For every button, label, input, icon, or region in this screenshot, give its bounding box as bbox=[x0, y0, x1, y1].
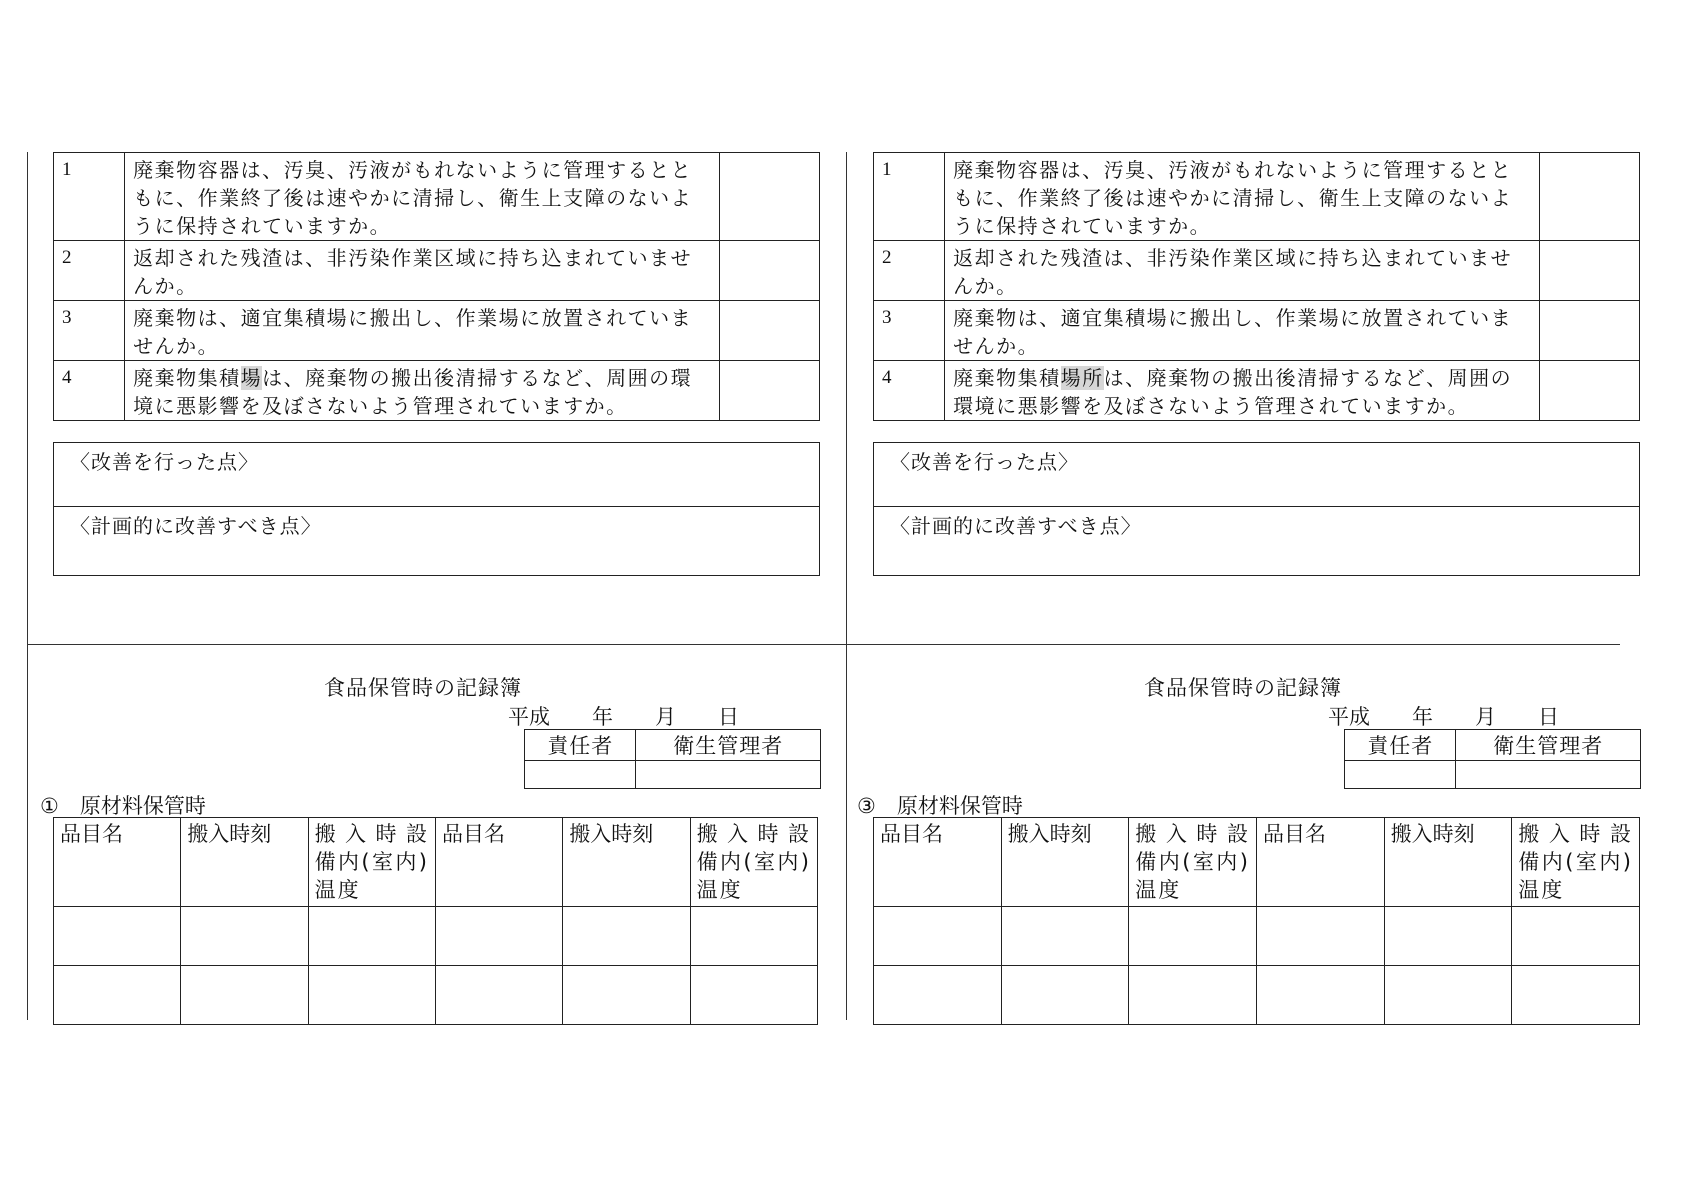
responsible-header: 責任者 bbox=[1345, 730, 1456, 761]
data-cell[interactable] bbox=[690, 907, 817, 966]
column-header: 搬入時設備内(室内)温度 bbox=[308, 818, 435, 907]
improvement-table bbox=[873, 442, 1640, 576]
data-cell[interactable] bbox=[435, 966, 562, 1025]
item-question: 廃棄物は、適宜集積場に搬出し、作業場に放置されていませんか。 bbox=[125, 301, 720, 361]
responsible-header: 責任者 bbox=[525, 730, 636, 761]
highlighted-text: 場所 bbox=[1060, 366, 1104, 390]
table-row bbox=[54, 361, 820, 421]
answer-cell[interactable] bbox=[1539, 241, 1639, 301]
table-row bbox=[874, 966, 1640, 1025]
hygiene-manager-header: 衛生管理者 bbox=[636, 730, 821, 761]
table-row bbox=[54, 966, 818, 1025]
left-panel bbox=[0, 0, 846, 1187]
data-cell[interactable] bbox=[1256, 966, 1384, 1025]
item-question: 返却された残渣は、非汚染作業区域に持ち込まれていませんか。 bbox=[125, 241, 720, 301]
answer-cell[interactable] bbox=[1539, 301, 1639, 361]
checklist-table bbox=[53, 152, 820, 421]
column-header: 品目名 bbox=[1256, 818, 1384, 907]
storage-record-table bbox=[53, 817, 818, 1025]
hygiene-manager-stamp-cell[interactable] bbox=[1456, 761, 1641, 789]
hygiene-manager-header: 衛生管理者 bbox=[1456, 730, 1641, 761]
data-cell[interactable] bbox=[1001, 907, 1129, 966]
record-title: 食品保管時の記録簿 bbox=[1144, 676, 1342, 700]
item-question: 廃棄物容器は、汚臭、汚液がもれないように管理するとともに、作業終了後は速やかに清掃し、衛生上支障のないように保持されていますか。 bbox=[945, 153, 1540, 241]
column-header: 品目名 bbox=[874, 818, 1002, 907]
table-row bbox=[874, 153, 1640, 241]
column-header: 品目名 bbox=[54, 818, 181, 907]
data-cell[interactable] bbox=[1256, 907, 1384, 966]
data-cell[interactable] bbox=[181, 966, 308, 1025]
date-line: 平成 年 月 日 bbox=[508, 705, 739, 729]
data-cell[interactable] bbox=[1384, 907, 1512, 966]
data-cell[interactable] bbox=[1512, 907, 1640, 966]
question-text: 廃棄物集積 bbox=[953, 366, 1061, 390]
question-text: は、廃棄物の搬出後清掃するなど、周囲の環境に悪影響を及ぼさないよう管理されていますか。 bbox=[953, 366, 1513, 418]
table-row bbox=[874, 241, 1640, 301]
item-number: 2 bbox=[874, 241, 945, 301]
data-cell[interactable] bbox=[54, 966, 181, 1025]
data-cell[interactable] bbox=[1129, 966, 1257, 1025]
record-title: 食品保管時の記録簿 bbox=[324, 676, 522, 700]
data-cell[interactable] bbox=[308, 966, 435, 1025]
question-text: 廃棄物集積 bbox=[133, 366, 241, 390]
data-cell[interactable] bbox=[54, 907, 181, 966]
right-panel bbox=[820, 0, 1666, 1187]
data-cell[interactable] bbox=[874, 966, 1002, 1025]
data-cell[interactable] bbox=[308, 907, 435, 966]
item-number: 2 bbox=[54, 241, 125, 301]
checklist-table bbox=[873, 152, 1640, 421]
item-number: 3 bbox=[54, 301, 125, 361]
answer-cell[interactable] bbox=[719, 361, 819, 421]
column-header: 搬入時設備内(室内)温度 bbox=[690, 818, 817, 907]
column-header: 搬入時刻 bbox=[563, 818, 690, 907]
item-question: 廃棄物は、適宜集積場に搬出し、作業場に放置されていませんか。 bbox=[945, 301, 1540, 361]
highlighted-text: 場 bbox=[240, 366, 263, 390]
data-cell[interactable] bbox=[1384, 966, 1512, 1025]
table-row bbox=[54, 907, 818, 966]
section-label: ③ 原材料保管時 bbox=[857, 794, 1023, 818]
data-cell[interactable] bbox=[563, 907, 690, 966]
answer-cell[interactable] bbox=[1539, 361, 1639, 421]
item-number: 4 bbox=[54, 361, 125, 421]
column-header: 搬入時刻 bbox=[181, 818, 308, 907]
item-question: 返却された残渣は、非汚染作業区域に持ち込まれていませんか。 bbox=[945, 241, 1540, 301]
column-header: 品目名 bbox=[435, 818, 562, 907]
planned-points-field[interactable]: 〈計画的に改善すべき点〉 bbox=[874, 507, 1640, 576]
improvement-table bbox=[53, 442, 820, 576]
improved-points-field[interactable]: 〈改善を行った点〉 bbox=[874, 443, 1640, 507]
section-label: ① 原材料保管時 bbox=[40, 794, 206, 818]
item-number: 1 bbox=[54, 153, 125, 241]
table-row bbox=[54, 301, 820, 361]
answer-cell[interactable] bbox=[719, 153, 819, 241]
storage-record-table bbox=[873, 817, 1640, 1025]
data-cell[interactable] bbox=[1512, 966, 1640, 1025]
data-cell[interactable] bbox=[874, 907, 1002, 966]
table-row bbox=[54, 153, 820, 241]
improved-points-field[interactable]: 〈改善を行った点〉 bbox=[54, 443, 820, 507]
table-row bbox=[874, 361, 1640, 421]
column-header: 搬入時刻 bbox=[1384, 818, 1512, 907]
data-cell[interactable] bbox=[563, 966, 690, 1025]
item-number: 4 bbox=[874, 361, 945, 421]
column-header: 搬入時刻 bbox=[1001, 818, 1129, 907]
data-cell[interactable] bbox=[690, 966, 817, 1025]
answer-cell[interactable] bbox=[1539, 153, 1639, 241]
item-question: 廃棄物容器は、汚臭、汚液がもれないように管理するとともに、作業終了後は速やかに清掃し、衛生上支障のないように保持されていますか。 bbox=[125, 153, 720, 241]
responsible-stamp-cell[interactable] bbox=[525, 761, 636, 789]
item-number: 1 bbox=[874, 153, 945, 241]
data-cell[interactable] bbox=[1129, 907, 1257, 966]
answer-cell[interactable] bbox=[719, 241, 819, 301]
column-header: 搬入時設備内(室内)温度 bbox=[1512, 818, 1640, 907]
answer-cell[interactable] bbox=[719, 301, 819, 361]
data-cell[interactable] bbox=[435, 907, 562, 966]
hygiene-manager-stamp-cell[interactable] bbox=[636, 761, 821, 789]
column-header: 搬入時設備内(室内)温度 bbox=[1129, 818, 1257, 907]
data-cell[interactable] bbox=[181, 907, 308, 966]
table-row bbox=[54, 241, 820, 301]
responsible-stamp-cell[interactable] bbox=[1345, 761, 1456, 789]
table-row bbox=[874, 907, 1640, 966]
signature-table bbox=[1344, 729, 1641, 789]
item-question bbox=[125, 361, 720, 421]
item-number: 3 bbox=[874, 301, 945, 361]
signature-table bbox=[524, 729, 821, 789]
item-question bbox=[945, 361, 1540, 421]
table-row bbox=[874, 301, 1640, 361]
data-cell[interactable] bbox=[1001, 966, 1129, 1025]
planned-points-field[interactable]: 〈計画的に改善すべき点〉 bbox=[54, 507, 820, 576]
date-line: 平成 年 月 日 bbox=[1328, 705, 1559, 729]
question-text: は、廃棄物の搬出後清掃するなど、周囲の環境に悪影響を及ぼさないよう管理されていますか。 bbox=[133, 366, 693, 418]
